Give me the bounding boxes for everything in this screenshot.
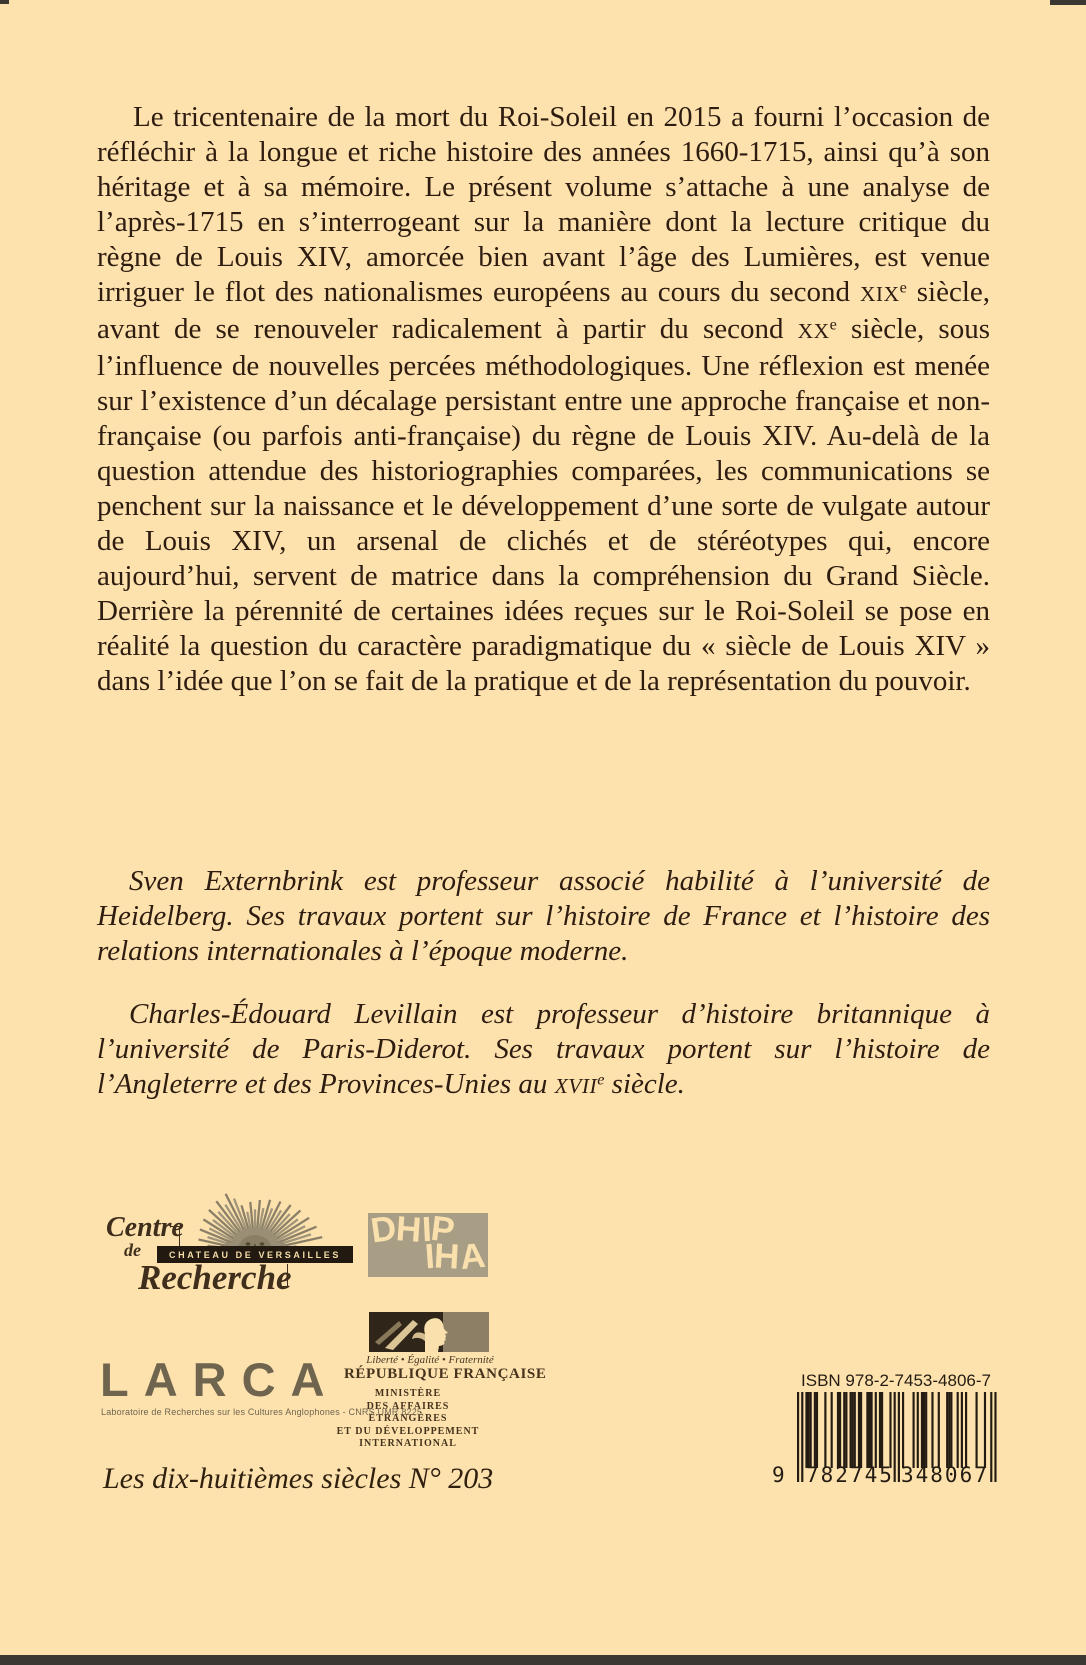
dhip-text: DHIP	[368, 1208, 458, 1251]
scan-artifact-top-right	[1050, 0, 1086, 5]
rf-ministry-line: ET DU DÉVELOPPEMENT	[336, 1425, 480, 1437]
summary-paragraph: Le tricentenaire de la mort du Roi-Soleil en 2015 a fourni l’occasion de réfléchir à la longue et riche histoire des années 1660-1715, ainsi qu’à son héritage et à sa mémoire. Le présent volume s’attache à une analyse de l’après-1715 en s’interrogeant sur la manière dont la lecture critique du règne de Louis XIV, amorcée bien avant l’âge des Lumières, est venue irriguer le flot des nationalismes européens au cours du second XIXe siècle, avant de se renouveler radicalement à partir du second XXe siècle, sous l’influence de nouvelles percées méthodologiques. Une réflexion est menée sur l’existence d’un décalage persistant entre une approche française et non-française (ou parfois anti-française) du règne de Louis XIV. Au-delà de la question attendue des historiographies comparées, les communications se penchent sur la naissance et le développement d’une sorte de vulgate autour de Louis XIV, un arsenal de clichés et de stéréotypes qui, encore aujourd’hui, servent de matrice dans la compréhension du Grand Siècle. Derrière la pérennité de certaines idées reçues sur le Roi-Soleil se pose en réalité la question du caractère paradigmatique du « siècle de Louis XIV » dans l’idée que l’on se fait de la pratique et de la représentation du pouvoir.	[97, 101, 990, 697]
rf-motto: Liberté • Égalité • Fraternité	[366, 1354, 494, 1366]
rf-ministry-line: MINISTÈRE	[374, 1388, 442, 1399]
dhip-iha-logo	[368, 1208, 488, 1278]
author-bio-levillain: Charles-Édouard Levillain est professeur d’histoire britannique à l’université de Paris-Diderot. Ses travaux portent sur l’histoire de l’Angleterre et des Provinces-Unies au XVIIe siècle.	[97, 998, 990, 1100]
rf-ministry-line: INTERNATIONAL	[359, 1438, 457, 1450]
rf-ministry-line: DES AFFAIRES ÉTRANGÈRES	[366, 1400, 450, 1425]
larca-logo: LARCA	[100, 1353, 340, 1406]
crcv-word-centre: Centre	[106, 1212, 184, 1243]
ean-digits-right: 348067	[901, 1463, 989, 1487]
marianne-icon	[369, 1312, 489, 1352]
iha-text: IHA	[423, 1235, 487, 1278]
scan-edge-bottom	[0, 1655, 1086, 1665]
rf-name: RÉPUBLIQUE FRANÇAISE	[344, 1366, 547, 1382]
larca-tagline: Laboratoire de Recherches sur les Cultures Anglophones - CNRS UMR 8225	[101, 1407, 423, 1417]
chateau-de-versailles-banner: CHATEAU DE VERSAILLES	[157, 1246, 353, 1263]
sun-face-icon	[180, 1178, 330, 1254]
isbn-label: ISBN 978-2-7453-4806-7	[801, 1371, 991, 1390]
ean-digits-left: 782745	[806, 1463, 894, 1487]
scan-artifact-top-left	[0, 0, 9, 4]
crcv-word-de: de	[124, 1240, 141, 1260]
collection-title: Les dix-huitièmes siècles N° 203	[103, 1462, 494, 1495]
ean-digit-first: 9	[772, 1463, 785, 1487]
crcv-word-recherche: Recherche	[138, 1258, 292, 1297]
author-bio-externbrink: Sven Externbrink est professeur associé habilité à l’université de Heidelberg. Ses travaux portent sur l’histoire de France et l’histoire des relations internationales à l’époque moderne.	[97, 865, 990, 967]
rf-ministry	[327, 1388, 489, 1451]
